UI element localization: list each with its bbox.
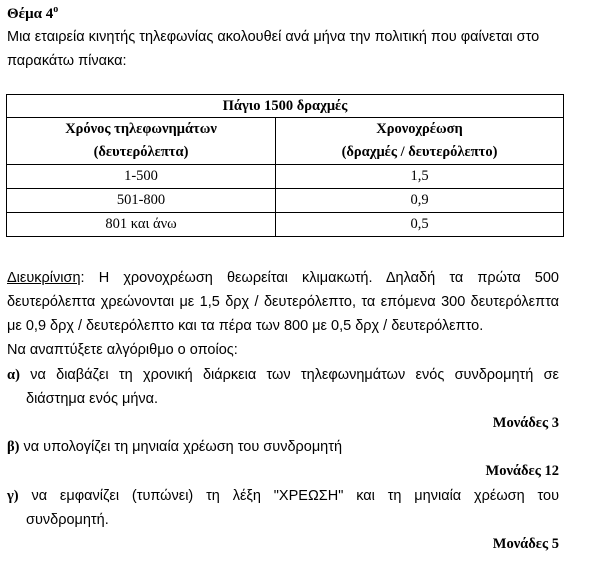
clarification-paragraph xyxy=(7,270,559,318)
clarification-label: Διευκρίνιση xyxy=(7,270,81,286)
range-cell: 501-800 xyxy=(7,189,276,213)
question-item-b xyxy=(7,439,559,456)
table-row xyxy=(7,189,564,213)
header-call-time-line2: (δευτερόλεπτα) xyxy=(93,144,189,160)
item-c-line-1 xyxy=(7,488,559,505)
range-cell: 1-500 xyxy=(7,165,276,189)
item-a-text: να διαβάζει τη χρονική διάρκεια των τηλεφωνημάτων ενός συνδρομητή σε xyxy=(30,367,560,383)
table-header-row xyxy=(7,118,564,165)
intro-line-2: παρακάτω πίνακα: xyxy=(7,53,127,69)
intro-line-1: Μια εταιρεία κινητής τηλεφωνίας ακολουθεί ανά μήνα την πολιτική που φαίνεται στο xyxy=(7,29,540,45)
table-row xyxy=(7,213,564,237)
item-b-points: Μονάδες 12 xyxy=(485,463,559,479)
item-a-points: Μονάδες 3 xyxy=(492,415,559,431)
item-a-label: α) xyxy=(7,367,20,383)
clarification-line-2: δευτερόλεπτα χρεώνονται με 1,5 δρχ / δευτερόλεπτο, τα επόμενα 300 δευτερόλεπτα xyxy=(7,294,559,310)
rate-cell: 0,5 xyxy=(276,213,564,237)
section-heading xyxy=(7,4,58,23)
header-rate xyxy=(276,118,564,165)
clarification-line-3: με 0,9 δρχ / δευτερόλεπτο και τα πέρα των 800 με 0,5 δρχ / δευτερόλεπτο. xyxy=(7,318,484,334)
item-a-line-1 xyxy=(7,367,559,384)
tariff-table xyxy=(6,94,564,237)
heading-title: Θέμα 4 xyxy=(7,6,54,22)
rate-cell: 1,5 xyxy=(276,165,564,189)
item-c-text: να εμφανίζει (τυπώνει) τη λέξη "ΧΡΕΩΣΗ" και τη μηνιαία χρέωση του xyxy=(31,488,560,504)
item-c-label: γ) xyxy=(7,488,19,504)
rate-cell: 0,9 xyxy=(276,189,564,213)
table-title-row xyxy=(7,95,564,118)
item-b-label: β) xyxy=(7,439,20,455)
table-title: Πάγιο 1500 δραχμές xyxy=(7,95,564,118)
range-cell: 801 και άνω xyxy=(7,213,276,237)
header-rate-line1: Χρονοχρέωση xyxy=(376,121,463,137)
header-call-time-line1: Χρόνος τηλεφωνημάτων xyxy=(65,121,217,137)
item-c-line-2: συνδρομητή. xyxy=(26,512,109,528)
item-a-line-2: διάστημα ενός μήνα. xyxy=(26,391,159,407)
clarification-line-1-text: : Η χρονοχρέωση θεωρείται κλιμακωτή. Δηλαδή τα πρώτα 500 xyxy=(80,270,559,286)
clarification-line-1 xyxy=(7,270,559,294)
question-item-c xyxy=(7,488,559,505)
header-rate-line2: (δραχμές / δευτερόλεπτο) xyxy=(341,144,498,160)
heading-superscript: ο xyxy=(53,4,59,15)
item-c-points: Μονάδες 5 xyxy=(492,536,559,552)
item-b-text: να υπολογίζει τη μηνιαία χρέωση του συνδρομητή xyxy=(23,439,343,455)
table-row xyxy=(7,165,564,189)
header-call-time xyxy=(7,118,276,165)
question-item-a xyxy=(7,367,559,384)
algorithm-prompt: Να αναπτύξετε αλγόριθμο ο οποίος: xyxy=(7,342,238,358)
